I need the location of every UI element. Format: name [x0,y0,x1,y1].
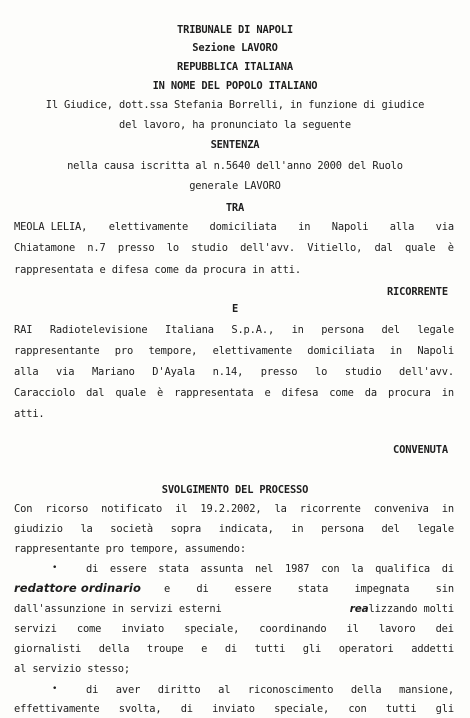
handwritten-rea: rea [349,603,369,615]
word: elettivamente [212,345,292,357]
word: tutti [254,643,286,655]
word: aver [115,684,141,696]
word: in [441,503,454,515]
word: di [441,563,454,575]
word: presso [117,242,155,254]
word: tutti [385,703,417,715]
word: Mariano [91,366,135,378]
bullet-1-line-6: al servizio stesso; [14,663,131,675]
handwritten-redattore-ordinario: redattore ordinario [14,581,141,595]
word: n.7 [87,242,106,254]
convenuta-label: CONVENUTA [393,444,448,456]
word: dal [86,387,105,399]
ricorrente-line-1 [14,221,454,234]
bullet-1-line-2-rest [164,583,454,596]
word: la [80,523,93,535]
word: di [196,583,209,595]
word: Radiotelevisione [49,324,148,336]
word: il [175,503,188,515]
word: come [329,387,354,399]
word: dei [435,623,454,635]
word: come [76,623,102,635]
word: operatori [338,643,394,655]
sentenza-heading: SENTENZA [210,139,260,151]
word: è [156,387,164,399]
word: gli [302,643,322,655]
court-section: Sezione LAVORO [192,42,278,54]
word: n.14, [212,366,244,378]
word: gli [435,703,454,715]
word: servizi [14,623,57,635]
word: legale [417,523,454,535]
people-heading: IN NOME DEL POPOLO ITALIANO [152,80,318,92]
republic-heading: REPUBBLICA ITALIANA [176,61,293,73]
bullet-1-line-3 [14,603,454,616]
word: in [441,387,454,399]
bullet-1-line-5 [14,643,454,656]
word: in [291,324,304,336]
intro-line-1: Il Giudice, dott.ssa Stefania Borrelli, in funzione di giudice [45,99,425,111]
word: qualifica [375,563,431,575]
word: essere [109,563,147,575]
intro-line-3: nella causa iscritta al n.5640 dell'anno 2000 del Ruolo [67,160,403,172]
word: elettivamente [108,221,189,233]
word: assunta [200,563,244,575]
ricorrente-line-3: rappresentata e difesa come da procura in atti. [14,264,301,276]
word: Napoli [417,345,454,357]
word: tempore, [148,345,198,357]
word: S.p.A., [231,324,275,336]
word: del [381,324,400,336]
word: riconoscimento [247,684,334,696]
word: di [86,563,99,575]
word: dal [374,242,393,254]
word: lavoro [378,623,416,635]
word: in [389,345,402,357]
word: alla [389,221,415,233]
word: diritto [157,684,201,696]
word: mansione, [399,684,454,696]
svolgimento-heading: SVOLGIMENTO DEL PROCESSO [161,484,309,496]
word: conveniva [373,503,429,515]
ricorrente-label: RICORRENTE [386,286,448,298]
word: nel [254,563,274,575]
word: MEOLA LELIA, [14,221,88,233]
word: via [56,366,75,378]
word: speciale, [274,703,330,715]
word: giudizio [14,523,63,535]
word: D'Ayala [152,366,196,378]
word: da [364,387,377,399]
e-separator: E [231,303,239,315]
word: di [180,703,193,715]
word: e [164,583,171,595]
word: domiciliata [307,345,375,357]
bullet-1-marker: • [52,563,58,573]
word: troupe [146,643,184,655]
word: la [274,503,287,515]
tra-heading: TRA [225,202,245,214]
word: presso [260,366,298,378]
word: studio [191,242,228,254]
word: società [110,523,154,535]
word: ricorso [45,503,89,515]
word: e [201,643,208,655]
svolgimento-line-1 [14,503,454,516]
bullet-1-line-3-end: lizzando molti [368,603,454,615]
word: sopra [170,523,202,535]
word: ricorrente [299,503,361,515]
bullet-2-line-1 [86,684,454,697]
word: inviato [121,623,165,635]
word: il [346,623,359,635]
word: Caracciolo [14,387,76,399]
bullet-2-line-2 [14,703,454,716]
svolgimento-line-3: rappresentante pro tempore, assumendo: [14,543,247,555]
word: persona [321,324,365,336]
word: dell'avv. [240,242,296,254]
word: sin [435,583,454,595]
word: quale [405,242,436,254]
bullet-2-marker: • [52,684,58,694]
word: studio [344,366,382,378]
bullet-1-line-3-start: dall'assunzione in servizi esterni [14,603,222,615]
word: essere [234,583,272,595]
word: di [86,684,99,696]
word: con [348,703,367,715]
bullet-1-line-4 [14,623,454,636]
word: 19.2.2002, [200,503,262,515]
bullet-1-line-1 [86,563,454,576]
word: impegnata [354,583,410,595]
word: Chiatamone [14,242,76,254]
word: procura [387,387,431,399]
convenuta-line-5: atti. [14,408,45,420]
word: inviato [212,703,255,715]
convenuta-line-2 [14,345,454,358]
intro-line-4: generale LAVORO [189,180,281,192]
word: lo [166,242,179,254]
convenuta-line-1 [14,324,454,337]
word: rappresentata [174,387,254,399]
word: domiciliata [209,221,277,233]
word: quale [115,387,146,399]
word: con [321,563,340,575]
word: effettivamente [14,703,100,715]
word: la [351,563,364,575]
word: del [381,523,400,535]
word: e [264,387,271,399]
word: Napoli [331,221,369,233]
word: legale [417,324,454,336]
word: della [98,643,130,655]
svolgimento-line-2 [14,523,454,536]
intro-line-2: del lavoro, ha pronunciato la seguente [118,119,352,131]
word: di [224,643,238,655]
word: Italiana [165,324,214,336]
word: alla [14,366,39,378]
word: stata [297,583,329,595]
court-name: TRIBUNALE DI NAPOLI [176,24,293,36]
word: lo [315,366,328,378]
word: rappresentante [14,345,100,357]
word: della [350,684,382,696]
word: in [298,221,311,233]
word: è [447,242,454,254]
word: difesa [281,387,319,399]
word: 1987 [284,563,310,575]
word: pro [114,345,134,357]
word: persona [321,523,364,535]
word: Vitiello, [307,242,363,254]
word: svolta, [118,703,162,715]
ricorrente-line-2 [14,242,454,255]
word: dell'avv. [399,366,454,378]
word: indicata, [218,523,274,535]
word: giornalisti [14,643,82,655]
word: al [218,684,231,696]
word: notificato [101,503,163,515]
word: in [291,523,304,535]
word: via [435,221,454,233]
word: Con [14,503,33,515]
bullet-1-line-2 [14,582,454,596]
convenuta-line-4 [14,387,454,400]
word: coordinando [259,623,327,635]
convenuta-line-3 [14,366,454,379]
word: stata [158,563,189,575]
word: speciale, [184,623,240,635]
word: RAI [14,324,33,336]
word: addetti [411,643,454,655]
